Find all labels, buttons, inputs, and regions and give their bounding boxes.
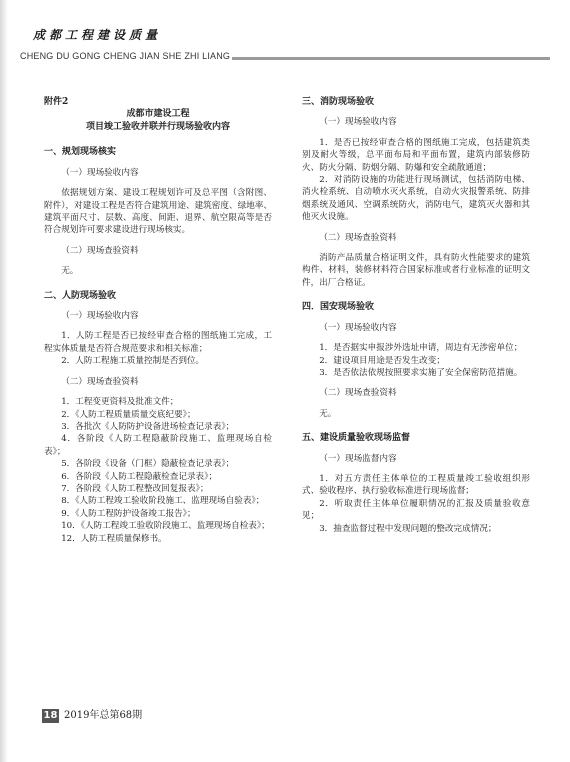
subsection-heading: （一）现场验收内容 xyxy=(319,117,397,128)
subsection-heading: （一）现场验收内容 xyxy=(61,167,139,178)
list-item: 4．各阶段《人防工程隐蔽阶段施工、监理现场自检表》； xyxy=(44,434,272,457)
subsection-heading: （二）现场查验资料 xyxy=(319,388,397,399)
list-item: 12．人防工程质量保修书。 xyxy=(61,533,167,544)
list-item: 1．是否已按经审查合格的图纸施工完成，包括建筑类别及耐火等级，总平面布局和平面布置，建筑内部装修防火、防火分隔、防烟分隔、防爆和安全疏散通道； xyxy=(302,137,530,173)
document-title-line1: 成都市建设工程 xyxy=(126,109,190,120)
list-item: 3．各批次《人防防护设备进场检查记录表》； xyxy=(61,421,235,432)
masthead-rule xyxy=(232,57,550,60)
left-column xyxy=(44,96,272,545)
list-item: 2．《人防工程质量质量交底纪要》； xyxy=(61,409,196,420)
journal-title: 成都工程建设质量 xyxy=(33,28,162,42)
list-item: 10．《人防工程竣工验收阶段施工、监理现场自检表》； xyxy=(61,521,270,532)
journal-subtitle: CHENG DU GONG CHENG JIAN SHE ZHI LIANG xyxy=(20,51,231,61)
subsection-heading: （二）现场查验资料 xyxy=(61,245,139,256)
subsection-heading: （一）现场验收内容 xyxy=(61,311,139,322)
list-item: 5．各阶段《设备（门框）隐蔽检查记录表》； xyxy=(61,459,235,470)
attachment-label: 附件2 xyxy=(44,97,69,107)
subsection-heading: （二）现场查验资料 xyxy=(319,232,397,243)
subsection-heading: （一）现场验收内容 xyxy=(319,322,397,333)
list-item: 9．《人防工程防护设备竣工报告》； xyxy=(61,508,196,519)
subsection-heading: （二）现场查验资料 xyxy=(61,376,139,387)
section-heading-security: 四．国安现场验收 xyxy=(302,302,375,313)
section-heading-civil-defense: 二、人防现场验收 xyxy=(44,290,117,301)
list-item: 1．对五方责任主体单位的工程质量竣工验收组织形式、验收程序、执行验收标准进行现场监督； xyxy=(302,473,530,497)
list-item: 2．听取责任主体单位履职情况的汇报及质量验收意见； xyxy=(302,498,530,522)
page-number: 18 xyxy=(43,710,58,721)
list-item: 1．人防工程是否已按经审查合格的图纸施工完成，工程实体质量是否符合规范要求和相关标准； xyxy=(44,331,272,354)
section-heading-fire: 三、消防现场验收 xyxy=(302,97,375,107)
paragraph: 无。 xyxy=(61,266,79,277)
list-item: 1．工程变更资料及批准文件； xyxy=(61,397,179,408)
issue-label: 2019年总第68期 xyxy=(64,710,143,721)
subsection-heading: （一）现场监督内容 xyxy=(319,453,397,464)
page-edge-shadow xyxy=(0,0,8,762)
list-item: 2．建设项目用途是否发生改变； xyxy=(319,355,445,366)
paragraph: 无。 xyxy=(319,408,337,419)
list-item: 7．各阶段《人防工程整改回复报表》； xyxy=(61,483,209,494)
list-item: 3．是否依法依规按照要求实施了安全保密防范措施。 xyxy=(319,367,523,378)
list-item: 8．《人防工程竣工验收阶段施工、监理现场自验表》； xyxy=(61,496,265,507)
document-title-line2: 项目竣工验收并联并行现场验收内容 xyxy=(85,122,230,133)
right-column xyxy=(302,96,530,535)
list-item: 1．是否据实申报涉外选址申请，周边有无涉密单位； xyxy=(319,343,523,354)
section-heading-quality: 五、建设质量验收现场监督 xyxy=(302,433,411,444)
list-item: 6．各阶段《人防工程隐蔽检查记录表》； xyxy=(61,471,218,482)
list-item: 2．人防工程施工质量控制是否到位。 xyxy=(61,356,205,367)
list-item: 2．对消防设施的功能进行现场测试，包括消防电梯、消火栓系统、自动喷水灭火系统，自动火灾报警系统、防排烟系统及通风、空调系统防火，消防电气，建筑灭火器和其他灭火设施。 xyxy=(302,175,530,223)
section-heading-planning: 一、规划现场核实 xyxy=(44,147,117,158)
list-item: 3．抽查监督过程中发现问题的整改完成情况； xyxy=(319,523,497,534)
paragraph: 依据规划方案、建设工程规划许可及总平图（含附图、附件），对建设工程是否符合建筑用途、建筑密度、绿地率、建筑平面尺寸、层数、高度、间距、退界、航空限高等是否符合规划许可要求建设进行现场核实。 xyxy=(44,188,272,236)
paragraph: 消防产品质量合格证明文件，具有防火性能要求的建筑构件、材料，装修材料符合国家标准或者行业标准的证明文件，出厂合格证。 xyxy=(302,253,530,288)
